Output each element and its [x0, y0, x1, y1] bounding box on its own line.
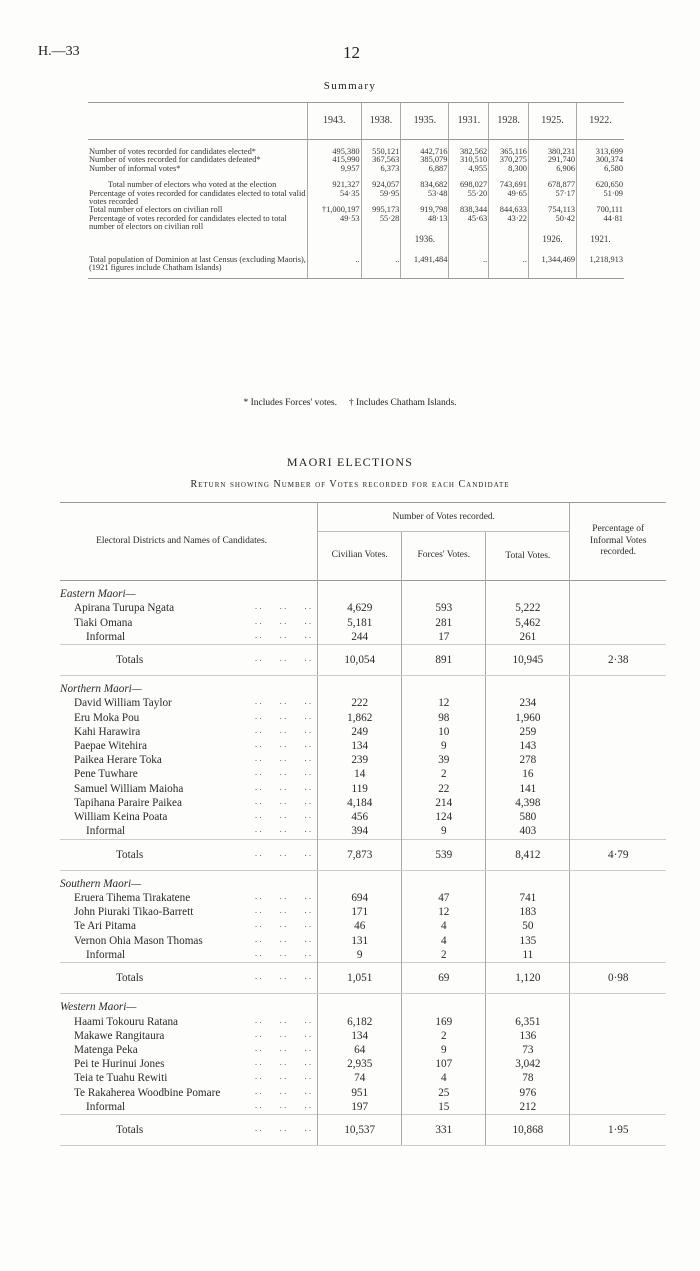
summary-cell: 698,027 — [449, 181, 489, 189]
total-votes-cell: 50 — [486, 919, 570, 933]
civilian-votes-cell: 131 — [318, 934, 402, 948]
leader-dots: . . . . . . — [254, 767, 312, 778]
forces-votes-cell: 15 — [402, 1100, 486, 1115]
candidate-row — [60, 1015, 666, 1029]
summary-cell: 310,510 — [449, 156, 489, 164]
informal-row — [60, 824, 666, 839]
total-votes-cell: 6,351 — [486, 1015, 570, 1029]
percent-informal-header: Percentage of Informal Votes recorded. — [570, 503, 666, 581]
summary-footnote: * Includes Forces' votes. † Includes Chatham Islands. — [243, 398, 457, 408]
summary-row-label: Total population of Dominion at last Census (excluding Maoris), (1921 figures include Chatham Islands) — [88, 256, 308, 279]
civilian-votes-cell: 694 — [318, 891, 402, 905]
total-votes-cell: 73 — [486, 1043, 570, 1057]
leader-dots: . . . . . . — [254, 905, 312, 916]
summary-table — [88, 102, 624, 279]
summary-cell: 495,380 — [308, 148, 362, 156]
forces-votes-cell: 169 — [402, 1015, 486, 1029]
census-year: 1921. — [577, 232, 624, 248]
forces-votes-cell: 124 — [402, 810, 486, 824]
forces-votes-cell: 10 — [402, 725, 486, 739]
civilian-votes-cell: 222 — [318, 696, 402, 710]
candidate-name: Paepae Witehira — [74, 740, 147, 753]
year-header: 1938. — [361, 103, 401, 140]
grand-total-cell: 8,412 — [486, 839, 570, 870]
forces-votes-cell: 281 — [402, 616, 486, 630]
civilian-votes-header: Civilian Votes. — [318, 532, 402, 581]
summary-cell: 370,275 — [489, 156, 529, 164]
summary-cell: 838,344 — [449, 206, 489, 214]
candidate-row — [60, 1071, 666, 1085]
totals-label: Totals — [116, 653, 144, 666]
summary-cell: 4,955 — [449, 165, 489, 173]
summary-cell: 382,562 — [449, 148, 489, 156]
summary-title: Summary — [323, 80, 377, 92]
total-votes-cell: 234 — [486, 696, 570, 710]
civilian-votes-cell: 134 — [318, 739, 402, 753]
total-votes-cell: 259 — [486, 725, 570, 739]
candidate-name: Informal — [86, 948, 126, 961]
forces-total-cell: 891 — [402, 644, 486, 675]
document-reference: H.—33 — [38, 44, 80, 59]
totals-row — [60, 839, 666, 870]
leader-dots: . . . . . . — [254, 710, 312, 721]
summary-row-label: Percentage of votes recorded for candidates elected to total number of electors on civilian roll — [89, 213, 287, 232]
summary-cell: 620,650 — [577, 181, 624, 189]
leader-dots: . . . . . . — [254, 1057, 312, 1068]
summary-cell: 385,079 — [401, 156, 449, 164]
candidate-name: Eruera Tihema Tirakatene — [74, 892, 191, 904]
district-heading-row — [60, 581, 666, 602]
summary-cell: .. — [449, 256, 489, 279]
summary-cell: 678,877 — [528, 181, 576, 189]
candidate-name: John Piuraki Tikao-Barrett — [74, 906, 194, 919]
summary-cell: 57·17 — [528, 190, 576, 207]
forces-votes-cell: 593 — [402, 601, 486, 615]
candidate-name: David William Taylor — [74, 697, 172, 710]
forces-total-cell: 331 — [402, 1115, 486, 1146]
total-votes-cell: 1,960 — [486, 711, 570, 725]
informal-percent-cell: 4·79 — [570, 839, 666, 870]
forces-votes-cell: 25 — [402, 1086, 486, 1100]
summary-row-label: Number of votes recorded for candidates elected* — [89, 147, 256, 156]
forces-votes-cell: 107 — [402, 1057, 486, 1071]
leader-dots: . . . . . . — [254, 795, 312, 806]
civilian-votes-cell: 74 — [318, 1071, 402, 1085]
forces-votes-cell: 98 — [402, 711, 486, 725]
leader-dots: . . . . . . — [254, 824, 312, 835]
summary-row — [88, 215, 624, 232]
candidate-row — [60, 616, 666, 630]
candidate-name: Samuel William Maioha — [74, 782, 184, 795]
page-number: 12 — [343, 43, 360, 62]
summary-cell: 44·81 — [577, 215, 624, 232]
leader-dots: . . . . . . — [254, 933, 312, 944]
candidate-name: Te Rakaherea Woodbine Pomare — [74, 1086, 221, 1099]
summary-cell: 55·20 — [449, 190, 489, 207]
totals-label: Totals — [116, 1124, 144, 1137]
civilian-votes-cell: 239 — [318, 753, 402, 767]
candidate-row — [60, 905, 666, 919]
candidate-row — [60, 919, 666, 933]
summary-cell: 48·13 — [401, 215, 449, 232]
total-votes-cell: 16 — [486, 767, 570, 781]
informal-percent-cell: 1·95 — [570, 1115, 666, 1146]
civilian-votes-cell: 4,184 — [318, 796, 402, 810]
candidate-name: Pene Tuwhare — [74, 768, 138, 781]
summary-cell: 743,691 — [489, 181, 529, 189]
candidate-row — [60, 1029, 666, 1043]
forces-votes-cell: 4 — [402, 934, 486, 948]
summary-cell: 1,344,469 — [528, 256, 576, 279]
civilian-votes-cell: 46 — [318, 919, 402, 933]
informal-row — [60, 948, 666, 963]
forces-votes-cell: 214 — [402, 796, 486, 810]
summary-cell: 9,957 — [308, 165, 362, 173]
total-votes-cell: 261 — [486, 630, 570, 645]
civilian-votes-cell: 134 — [318, 1029, 402, 1043]
forces-votes-cell: 39 — [402, 753, 486, 767]
summary-cell: 291,740 — [528, 156, 576, 164]
year-header: 1925. — [528, 103, 576, 140]
candidate-name: Kahi Harawira — [74, 725, 141, 738]
total-votes-cell: 136 — [486, 1029, 570, 1043]
summary-cell: .. — [489, 256, 529, 279]
informal-percent-cell: 2·38 — [570, 644, 666, 675]
leader-dots: . . . . . . — [254, 652, 312, 663]
total-votes-cell: 4,398 — [486, 796, 570, 810]
summary-cell: 54·35 — [308, 190, 362, 207]
summary-cell: 50·42 — [528, 215, 576, 232]
civilian-votes-cell: 456 — [318, 810, 402, 824]
total-votes-cell: 143 — [486, 739, 570, 753]
candidate-row — [60, 696, 666, 710]
total-votes-cell: 78 — [486, 1071, 570, 1085]
civilian-votes-cell: 249 — [318, 725, 402, 739]
candidate-name: Pei te Hurinui Jones — [74, 1058, 165, 1071]
forces-votes-cell: 12 — [402, 696, 486, 710]
district-heading-row — [60, 676, 666, 697]
leader-dots: . . . . . . — [254, 1028, 312, 1039]
total-votes-cell: 741 — [486, 891, 570, 905]
candidate-row — [60, 782, 666, 796]
informal-percent-cell: 0·98 — [570, 963, 666, 994]
census-year: 1936. — [401, 232, 449, 248]
civilian-total-cell: 10,054 — [318, 644, 402, 675]
leader-dots: . . . . . . — [254, 1085, 312, 1096]
forces-total-cell: 69 — [402, 963, 486, 994]
civilian-votes-cell: 119 — [318, 782, 402, 796]
totals-label: Totals — [116, 972, 144, 985]
civilian-votes-cell: 394 — [318, 824, 402, 839]
candidate-row — [60, 711, 666, 725]
candidate-name: Informal — [86, 630, 126, 643]
summary-cell: 919,798 — [401, 206, 449, 214]
leader-dots: . . . . . . — [254, 971, 312, 982]
summary-cell: 1,491,484 — [401, 256, 449, 279]
candidate-row — [60, 1057, 666, 1071]
total-votes-cell: 135 — [486, 934, 570, 948]
year-header: 1931. — [449, 103, 489, 140]
candidate-name: Haami Tokouru Ratana — [74, 1015, 179, 1028]
maori-elections-subtitle: Return showing Number of Votes recorded for each Candidate — [190, 479, 510, 490]
summary-cell: 49·65 — [489, 190, 529, 207]
summary-corner-cell — [88, 103, 308, 140]
candidate-name: Informal — [86, 1100, 126, 1113]
civilian-votes-cell: 171 — [318, 905, 402, 919]
summary-row-label: Number of informal votes* — [89, 163, 181, 173]
candidate-name: Apirana Turupa Ngata — [74, 602, 175, 615]
civilian-votes-cell: 2,935 — [318, 1057, 402, 1071]
summary-cell: 442,716 — [401, 148, 449, 156]
summary-cell: 924,057 — [361, 181, 401, 189]
civilian-votes-cell: 6,182 — [318, 1015, 402, 1029]
candidate-row — [60, 753, 666, 767]
forces-votes-cell: 9 — [402, 739, 486, 753]
civilian-votes-cell: 951 — [318, 1086, 402, 1100]
leader-dots: . . . . . . — [254, 891, 312, 901]
summary-row-label: Percentage of votes recorded for candidates elected to total valid votes recorded — [89, 188, 306, 207]
informal-row — [60, 630, 666, 645]
summary-row-label: Number of votes recorded for candidates defeated* — [89, 155, 261, 165]
candidate-name: Eru Moka Pou — [74, 711, 140, 724]
totals-row — [60, 644, 666, 675]
maori-results-table — [60, 502, 666, 1146]
civilian-total-cell: 10,537 — [318, 1115, 402, 1146]
civilian-total-cell: 7,873 — [318, 839, 402, 870]
summary-row — [88, 256, 624, 279]
candidate-row — [60, 1086, 666, 1100]
year-header: 1928. — [489, 103, 529, 140]
candidate-name: Matenga Peka — [74, 1043, 138, 1056]
civilian-votes-cell: 64 — [318, 1043, 402, 1057]
grand-total-cell: 10,868 — [486, 1115, 570, 1146]
leader-dots: . . . . . . — [254, 753, 312, 764]
summary-cell: .. — [308, 256, 362, 279]
summary-cell: 754,113 — [528, 206, 576, 214]
leader-dots: . . . . . . — [254, 601, 312, 612]
civilian-total-cell: 1,051 — [318, 963, 402, 994]
forces-votes-cell: 9 — [402, 1043, 486, 1057]
leader-dots: . . . . . . — [254, 724, 312, 735]
civilian-votes-cell: 9 — [318, 948, 402, 963]
summary-cell: 313,699 — [577, 148, 624, 156]
totals-label: Totals — [116, 848, 144, 861]
total-votes-cell: 5,222 — [486, 601, 570, 615]
summary-cell: 59·95 — [361, 190, 401, 207]
year-header: 1943. — [308, 103, 362, 140]
maori-header-row-1 — [60, 503, 666, 532]
maori-elections-title: MAORI ELECTIONS — [286, 455, 414, 469]
candidate-name: Te Ari Pitama — [74, 920, 136, 933]
summary-row — [88, 165, 624, 173]
forces-total-cell: 539 — [402, 839, 486, 870]
civilian-votes-cell: 244 — [318, 630, 402, 645]
forces-votes-cell: 12 — [402, 905, 486, 919]
total-votes-header: Total Votes. — [486, 532, 570, 581]
candidate-row — [60, 725, 666, 739]
informal-row — [60, 1100, 666, 1115]
summary-cell: †1,000,197 — [308, 206, 362, 214]
forces-votes-cell: 9 — [402, 824, 486, 839]
summary-cell: 49·53 — [308, 215, 362, 232]
leader-dots: . . . . . . — [254, 739, 312, 750]
summary-cell: 55·28 — [361, 215, 401, 232]
total-votes-cell: 183 — [486, 905, 570, 919]
grand-total-cell: 10,945 — [486, 644, 570, 675]
summary-cell: 834,682 — [401, 181, 449, 189]
candidate-name: Makawe Rangitaura — [74, 1029, 165, 1042]
forces-votes-cell: 17 — [402, 630, 486, 645]
summary-cell: 6,906 — [528, 165, 576, 173]
leader-dots: . . . . . . — [254, 1123, 312, 1134]
year-header: 1935. — [401, 103, 449, 140]
leader-dots: . . . . . . — [254, 947, 312, 958]
leader-dots: . . . . . . — [254, 629, 312, 640]
district-column-header: Electoral Districts and Names of Candidates. — [96, 535, 268, 546]
candidate-row — [60, 810, 666, 824]
district-name: Western Maori— — [60, 1001, 137, 1014]
civilian-votes-cell: 14 — [318, 767, 402, 781]
summary-cell: 550,121 — [361, 148, 401, 156]
summary-cell: 53·48 — [401, 190, 449, 207]
summary-cell: 415,990 — [308, 156, 362, 164]
summary-row-label: Total number of electors on civilian roll — [89, 205, 223, 215]
votes-group-header: Number of Votes recorded. — [318, 503, 570, 532]
candidate-name: Tapihana Paraire Paikea — [74, 796, 182, 809]
summary-cell: 8,300 — [489, 165, 529, 173]
total-votes-cell: 976 — [486, 1086, 570, 1100]
total-votes-cell: 11 — [486, 948, 570, 963]
summary-cell: 45·63 — [449, 215, 489, 232]
leader-dots: . . . . . . — [254, 847, 312, 858]
candidate-name: William Keina Poata — [74, 811, 168, 824]
forces-votes-cell: 22 — [402, 782, 486, 796]
total-votes-cell: 580 — [486, 810, 570, 824]
total-votes-cell: 403 — [486, 824, 570, 839]
census-year-row — [88, 232, 624, 248]
summary-cell: 6,887 — [401, 165, 449, 173]
leader-dots: . . . . . . — [254, 781, 312, 792]
candidate-row — [60, 796, 666, 810]
summary-cell: 1,218,913 — [577, 256, 624, 279]
summary-cell: 6,580 — [577, 165, 624, 173]
forces-votes-cell: 2 — [402, 767, 486, 781]
forces-votes-header: Forces' Votes. — [402, 532, 486, 581]
summary-header-row — [88, 103, 624, 140]
civilian-votes-cell: 197 — [318, 1100, 402, 1115]
candidate-row — [60, 739, 666, 753]
district-heading-row — [60, 994, 666, 1015]
summary-cell: .. — [361, 256, 401, 279]
candidate-name: Teia te Tuahu Rewiti — [74, 1072, 168, 1085]
census-year: 1926. — [528, 232, 576, 248]
leader-dots: . . . . . . — [254, 696, 312, 707]
candidate-row — [60, 601, 666, 615]
leader-dots: . . . . . . — [254, 1099, 312, 1110]
leader-dots: . . . . . . — [254, 1071, 312, 1082]
summary-cell: 6,373 — [361, 165, 401, 173]
forces-votes-cell: 47 — [402, 891, 486, 905]
district-name: Eastern Maori— — [60, 588, 136, 601]
candidate-row — [60, 891, 666, 905]
candidate-name: Informal — [86, 825, 126, 838]
summary-row-label: Total number of electors who voted at the election — [108, 180, 277, 190]
totals-row — [60, 963, 666, 994]
candidate-name: Paikea Herare Toka — [74, 754, 162, 767]
total-votes-cell: 5,462 — [486, 616, 570, 630]
summary-cell: 43·22 — [489, 215, 529, 232]
forces-votes-cell: 2 — [402, 948, 486, 963]
district-name: Northern Maori— — [60, 683, 142, 696]
summary-cell: 844,633 — [489, 206, 529, 214]
candidate-row — [60, 1043, 666, 1057]
district-heading-row — [60, 870, 666, 891]
civilian-votes-cell: 5,181 — [318, 616, 402, 630]
civilian-votes-cell: 4,629 — [318, 601, 402, 615]
summary-row — [88, 190, 624, 207]
summary-cell: 380,231 — [528, 148, 576, 156]
summary-cell: 921,327 — [308, 181, 362, 189]
leader-dots: . . . . . . — [254, 1014, 312, 1025]
forces-votes-cell: 4 — [402, 919, 486, 933]
grand-total-cell: 1,120 — [486, 963, 570, 994]
summary-cell: 300,374 — [577, 156, 624, 164]
summary-cell: 995,173 — [361, 206, 401, 214]
district-name: Southern Maori— — [60, 877, 142, 890]
forces-votes-cell: 2 — [402, 1029, 486, 1043]
totals-row — [60, 1115, 666, 1146]
leader-dots: . . . . . . — [254, 810, 312, 821]
total-votes-cell: 141 — [486, 782, 570, 796]
candidate-row — [60, 934, 666, 948]
leader-dots: . . . . . . — [254, 919, 312, 930]
candidate-name: Tiaki Omana — [74, 616, 133, 629]
summary-cell: 367,563 — [361, 156, 401, 164]
candidate-name: Vernon Ohia Mason Thomas — [74, 934, 203, 947]
total-votes-cell: 3,042 — [486, 1057, 570, 1071]
summary-cell: 365,116 — [489, 148, 529, 156]
candidate-row — [60, 767, 666, 781]
year-header: 1922. — [577, 103, 624, 140]
summary-cell: 51·09 — [577, 190, 624, 207]
total-votes-cell: 212 — [486, 1100, 570, 1115]
forces-votes-cell: 4 — [402, 1071, 486, 1085]
leader-dots: . . . . . . — [254, 615, 312, 626]
summary-cell: 700,111 — [577, 206, 624, 214]
civilian-votes-cell: 1,862 — [318, 711, 402, 725]
total-votes-cell: 278 — [486, 753, 570, 767]
leader-dots: . . . . . . — [254, 1042, 312, 1053]
